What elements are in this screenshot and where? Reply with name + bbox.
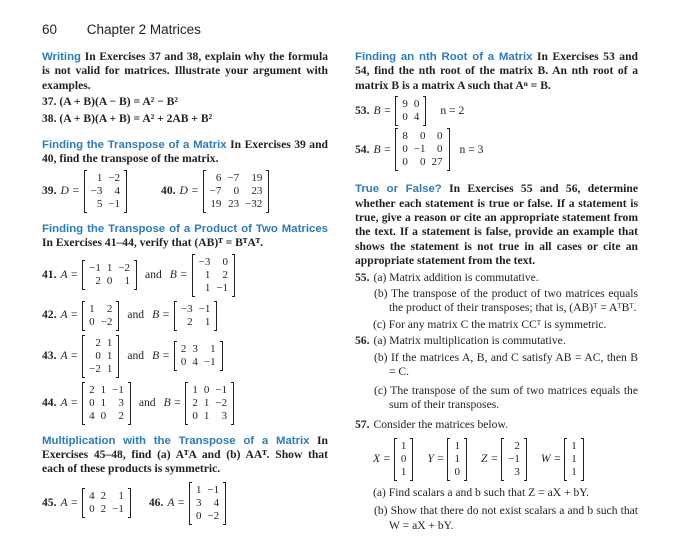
matrix-entry: −1 bbox=[207, 483, 220, 496]
exercises-45-46: 45. A = 4 2 1 0 2 −1 46. A = 1 −1 3 4 0 −2 bbox=[42, 483, 328, 524]
exercise-55: 55. (a) Matrix addition is commutative. bbox=[355, 270, 539, 284]
matrix-entry: −1 bbox=[216, 281, 229, 294]
matrix-entry: 1 bbox=[100, 396, 107, 409]
exercise-56b: (b) If the matrices A, B, and C satisfy AB = AC, then B = C. bbox=[374, 350, 638, 379]
matrices-57: X = 1 0 1 Y = 1 1 0 Z = 2 −1 3 W = 1 1 1 bbox=[373, 439, 638, 480]
matrix-entry: 1 bbox=[106, 362, 113, 375]
exercise-42: 42. A = 1 2 0 −2 and B = −3 −1 2 1 bbox=[42, 302, 328, 330]
matrix-b-41 bbox=[192, 255, 235, 296]
matrix-entry: 0 bbox=[437, 143, 443, 156]
matrix-entry: 0 bbox=[195, 509, 202, 522]
matrix-entry: −2 bbox=[108, 171, 121, 184]
true-false-instructions: True or False? In Exercises 55 and 56, determine whether each statement is true or false. If a statement is true, give a reason or cite an appropriate statement from the text. If a statement is false, provide an example that shows the statement is not true in all cases or cite an appropriate statement from the text. bbox=[355, 182, 638, 268]
product-instructions: Finding the Transpose of a Product of Two Matrices In Exercises 41–44, verify that (AB)ᵀ = BᵀAᵀ. bbox=[42, 222, 328, 250]
matrix-entry: −2 bbox=[100, 315, 113, 328]
matrix-entry: −2 bbox=[207, 509, 220, 522]
exercise-44: 44. A = 2 1 −1 0 1 3 4 0 2 and B = 1 0 −1 2 1 −2 0 1 3 bbox=[42, 383, 328, 424]
matrix-entry: 1 bbox=[100, 383, 107, 396]
matrix-entry: 0 bbox=[402, 111, 408, 124]
matrix-entry: 1 bbox=[203, 396, 210, 409]
matrix-entry: 9 bbox=[402, 98, 408, 111]
matrix-entry: 0 bbox=[437, 130, 443, 143]
exercise-41: 41. A = −1 1 −2 2 0 1 and B = −3 0 1 2 1 −1 bbox=[42, 255, 328, 296]
matrix-a-42 bbox=[82, 302, 119, 330]
matrix-entry: 0 bbox=[89, 396, 95, 409]
matrix-entry: 1 bbox=[124, 275, 131, 288]
matrix-entry: 1 bbox=[571, 452, 577, 465]
matrix-entry: 0 bbox=[222, 255, 229, 268]
matrix-entry: 27 bbox=[431, 156, 443, 169]
matrix-entry: 2 bbox=[222, 268, 229, 281]
exercise-57: 57. Consider the matrices below. bbox=[355, 418, 508, 432]
matrix-entry: −3 bbox=[198, 255, 211, 268]
matrix-entry: −2 bbox=[118, 262, 131, 275]
matrix-entry: −1 bbox=[198, 302, 211, 315]
matrix-entry: 4 bbox=[89, 490, 95, 503]
matrix-entry: 0 bbox=[100, 409, 107, 422]
matrix-entry: 19 bbox=[251, 171, 263, 184]
matrix-d-40 bbox=[203, 171, 270, 212]
matrix-entry: −3 bbox=[90, 184, 103, 197]
matrix-a-45 bbox=[82, 489, 131, 517]
matrix-entry: 4 bbox=[413, 111, 420, 124]
exercises-39-40: 39. D = 1 −2 −3 4 5 −1 40. D = 6 −7 19 −7 0 23 19 23 −32 bbox=[42, 171, 328, 212]
matrix-entry: 1 bbox=[571, 465, 577, 478]
matrix-entry: 1 bbox=[210, 343, 216, 356]
matrix-entry: 1 bbox=[204, 315, 211, 328]
matrix-a-41 bbox=[82, 261, 137, 289]
matrix-entry: 1 bbox=[106, 349, 113, 362]
matrix-entry: −1 bbox=[112, 383, 124, 396]
chapter-title: Chapter 2 Matrices bbox=[86, 22, 201, 37]
matrix-d-39 bbox=[84, 171, 127, 212]
matrix-b-44 bbox=[185, 383, 234, 424]
matrix-entry: 2 bbox=[192, 396, 198, 409]
matrix-entry: 2 bbox=[100, 490, 107, 503]
exercise-38: 38. (A + B)(A + B) = A² + 2AB + B² bbox=[42, 111, 213, 125]
matrix-entry: 8 bbox=[402, 130, 408, 143]
matrix-z bbox=[501, 439, 527, 480]
matrix-entry: 1 bbox=[454, 452, 460, 465]
matrix-a-44 bbox=[82, 383, 131, 424]
matrix-a-43 bbox=[82, 336, 119, 377]
matrix-entry: 4 bbox=[192, 356, 198, 369]
matrix-x bbox=[394, 439, 414, 480]
matrix-entry: 0 bbox=[420, 156, 426, 169]
matrix-entry: 0 bbox=[400, 452, 407, 465]
matrix-entry: 0 bbox=[106, 275, 113, 288]
matrix-entry: 0 bbox=[180, 356, 187, 369]
matrix-entry: 0 bbox=[192, 409, 198, 422]
matrix-entry: 3 bbox=[195, 496, 202, 509]
matrix-entry: 2 bbox=[180, 343, 187, 356]
matrix-entry: 2 bbox=[95, 336, 101, 349]
exercise-55b: (b) The transpose of the product of two matrices equals the product of their transposes; that is, (AB)ᵀ = AᵀBᵀ. bbox=[374, 287, 638, 315]
matrix-entry: 4 bbox=[213, 496, 220, 509]
matrix-a-46 bbox=[189, 483, 226, 524]
matrix-entry: 0 bbox=[203, 383, 210, 396]
exercise-54: 54. B = 8 0 0 0 −1 0 0 0 27 n = 3 bbox=[355, 130, 484, 169]
matrix-entry: 0 bbox=[95, 349, 101, 362]
exercise-55c: (c) For any matrix C the matrix CCᵀ is symmetric. bbox=[373, 317, 607, 331]
matrix-entry: 1 bbox=[96, 171, 103, 184]
matrix-entry: 3 bbox=[118, 396, 124, 409]
exercise-57a: (a) Find scalars a and b such that Z = aX + bY. bbox=[373, 485, 590, 499]
matrix-b-42 bbox=[174, 302, 217, 330]
matrix-entry: 6 bbox=[215, 171, 222, 184]
matrix-entry: 1 bbox=[454, 439, 460, 452]
matrix-entry: 0 bbox=[89, 315, 95, 328]
matrix-entry: 4 bbox=[89, 409, 95, 422]
matrix-b-53 bbox=[395, 97, 426, 125]
matrix-entry: 2 bbox=[95, 275, 101, 288]
page-number: 60 bbox=[42, 22, 58, 37]
matrix-entry: 0 bbox=[420, 130, 426, 143]
matrix-b-54 bbox=[395, 129, 449, 170]
matrix-entry: −1 bbox=[215, 383, 228, 396]
exercise-37: 37. (A + B)(A − B) = A² − B² bbox=[42, 95, 178, 109]
matrix-entry: 1 bbox=[203, 409, 210, 422]
transpose-instructions: Finding the Transpose of a Matrix In Exercises 39 and 40, find the transpose of the matrix. bbox=[42, 138, 329, 166]
matrix-entry: 23 bbox=[228, 197, 240, 210]
exercise-56: 56. (a) Matrix multiplication is commutative. bbox=[355, 334, 566, 348]
matrix-entry: −1 bbox=[203, 356, 216, 369]
matrix-entry: 2 bbox=[106, 302, 113, 315]
matrix-entry: 0 bbox=[454, 465, 460, 478]
matrix-entry: 0 bbox=[233, 184, 240, 197]
matrix-entry: −7 bbox=[209, 184, 222, 197]
exercise-53: 53. B = 9 0 0 4 n = 2 bbox=[355, 98, 465, 124]
matrix-entry: −1 bbox=[89, 262, 101, 275]
page-header bbox=[42, 22, 201, 37]
exercise-43: 43. A = 2 1 0 1 −2 1 and B = 2 3 1 0 4 −1 bbox=[42, 336, 328, 377]
matrix-entry: 0 bbox=[89, 503, 95, 516]
matrix-entry: −7 bbox=[227, 171, 240, 184]
matrix-w bbox=[564, 439, 584, 480]
mult-instructions: Multiplication with the Transpose of a Matrix In Exercises 45–48, find (a) AᵀA and (b) AAᵀ. Show that each of these products is symmetric. bbox=[42, 433, 328, 476]
matrix-entry: 2 bbox=[514, 439, 520, 452]
matrix-entry: 2 bbox=[89, 383, 95, 396]
matrix-entry: 1 bbox=[400, 465, 407, 478]
matrix-entry: 1 bbox=[571, 439, 577, 452]
matrix-entry: 3 bbox=[221, 409, 228, 422]
matrix-entry: 4 bbox=[114, 184, 121, 197]
matrix-y bbox=[447, 439, 467, 480]
matrix-entry: 1 bbox=[89, 302, 95, 315]
matrix-entry: 1 bbox=[204, 268, 211, 281]
matrix-entry: 1 bbox=[195, 483, 202, 496]
matrix-entry: 1 bbox=[106, 336, 113, 349]
exercise-57b: (b) Show that there do not exist scalars a and b such that W = aX + bY. bbox=[374, 504, 638, 532]
writing-instructions: Writing In Exercises 37 and 38, explain why the formula is not valid for matrices. Illustrate your argument with examples. bbox=[42, 50, 328, 92]
matrix-entry: 0 bbox=[402, 156, 408, 169]
matrix-entry: 3 bbox=[514, 465, 520, 478]
matrix-entry: 5 bbox=[96, 197, 103, 210]
left-column bbox=[42, 50, 328, 524]
matrix-entry: 3 bbox=[192, 343, 198, 356]
matrix-entry: 2 bbox=[100, 503, 107, 516]
matrix-entry: −2 bbox=[89, 362, 101, 375]
matrix-entry: 23 bbox=[251, 184, 263, 197]
right-column bbox=[355, 50, 638, 533]
matrix-entry: −1 bbox=[413, 143, 426, 156]
matrix-entry: 2 bbox=[187, 315, 193, 328]
matrix-entry: 2 bbox=[118, 409, 124, 422]
matrix-entry: 1 bbox=[118, 490, 124, 503]
nth-root-instructions: Finding an nth Root of a Matrix In Exercises 53 and 54, find the nth root of the matrix B. An nth root of a matrix B is a matrix A such that Aⁿ = B. bbox=[355, 50, 638, 92]
matrix-entry: 0 bbox=[402, 143, 408, 156]
matrix-entry: 1 bbox=[106, 262, 113, 275]
matrix-entry: −2 bbox=[215, 396, 228, 409]
matrix-entry: −1 bbox=[108, 197, 121, 210]
matrix-entry: 1 bbox=[400, 439, 407, 452]
matrix-entry: 0 bbox=[413, 98, 420, 111]
matrix-entry: −1 bbox=[508, 452, 520, 465]
matrix-entry: −1 bbox=[112, 503, 124, 516]
exercise-56c: (c) The transpose of the sum of two matrices equals the sum of their transposes. bbox=[374, 383, 638, 411]
matrix-entry: 1 bbox=[204, 281, 211, 294]
matrix-entry: 1 bbox=[192, 383, 198, 396]
matrix-entry: 19 bbox=[210, 197, 222, 210]
matrix-entry: −3 bbox=[180, 302, 193, 315]
matrix-entry: −32 bbox=[245, 197, 263, 210]
matrix-b-43 bbox=[174, 342, 223, 370]
